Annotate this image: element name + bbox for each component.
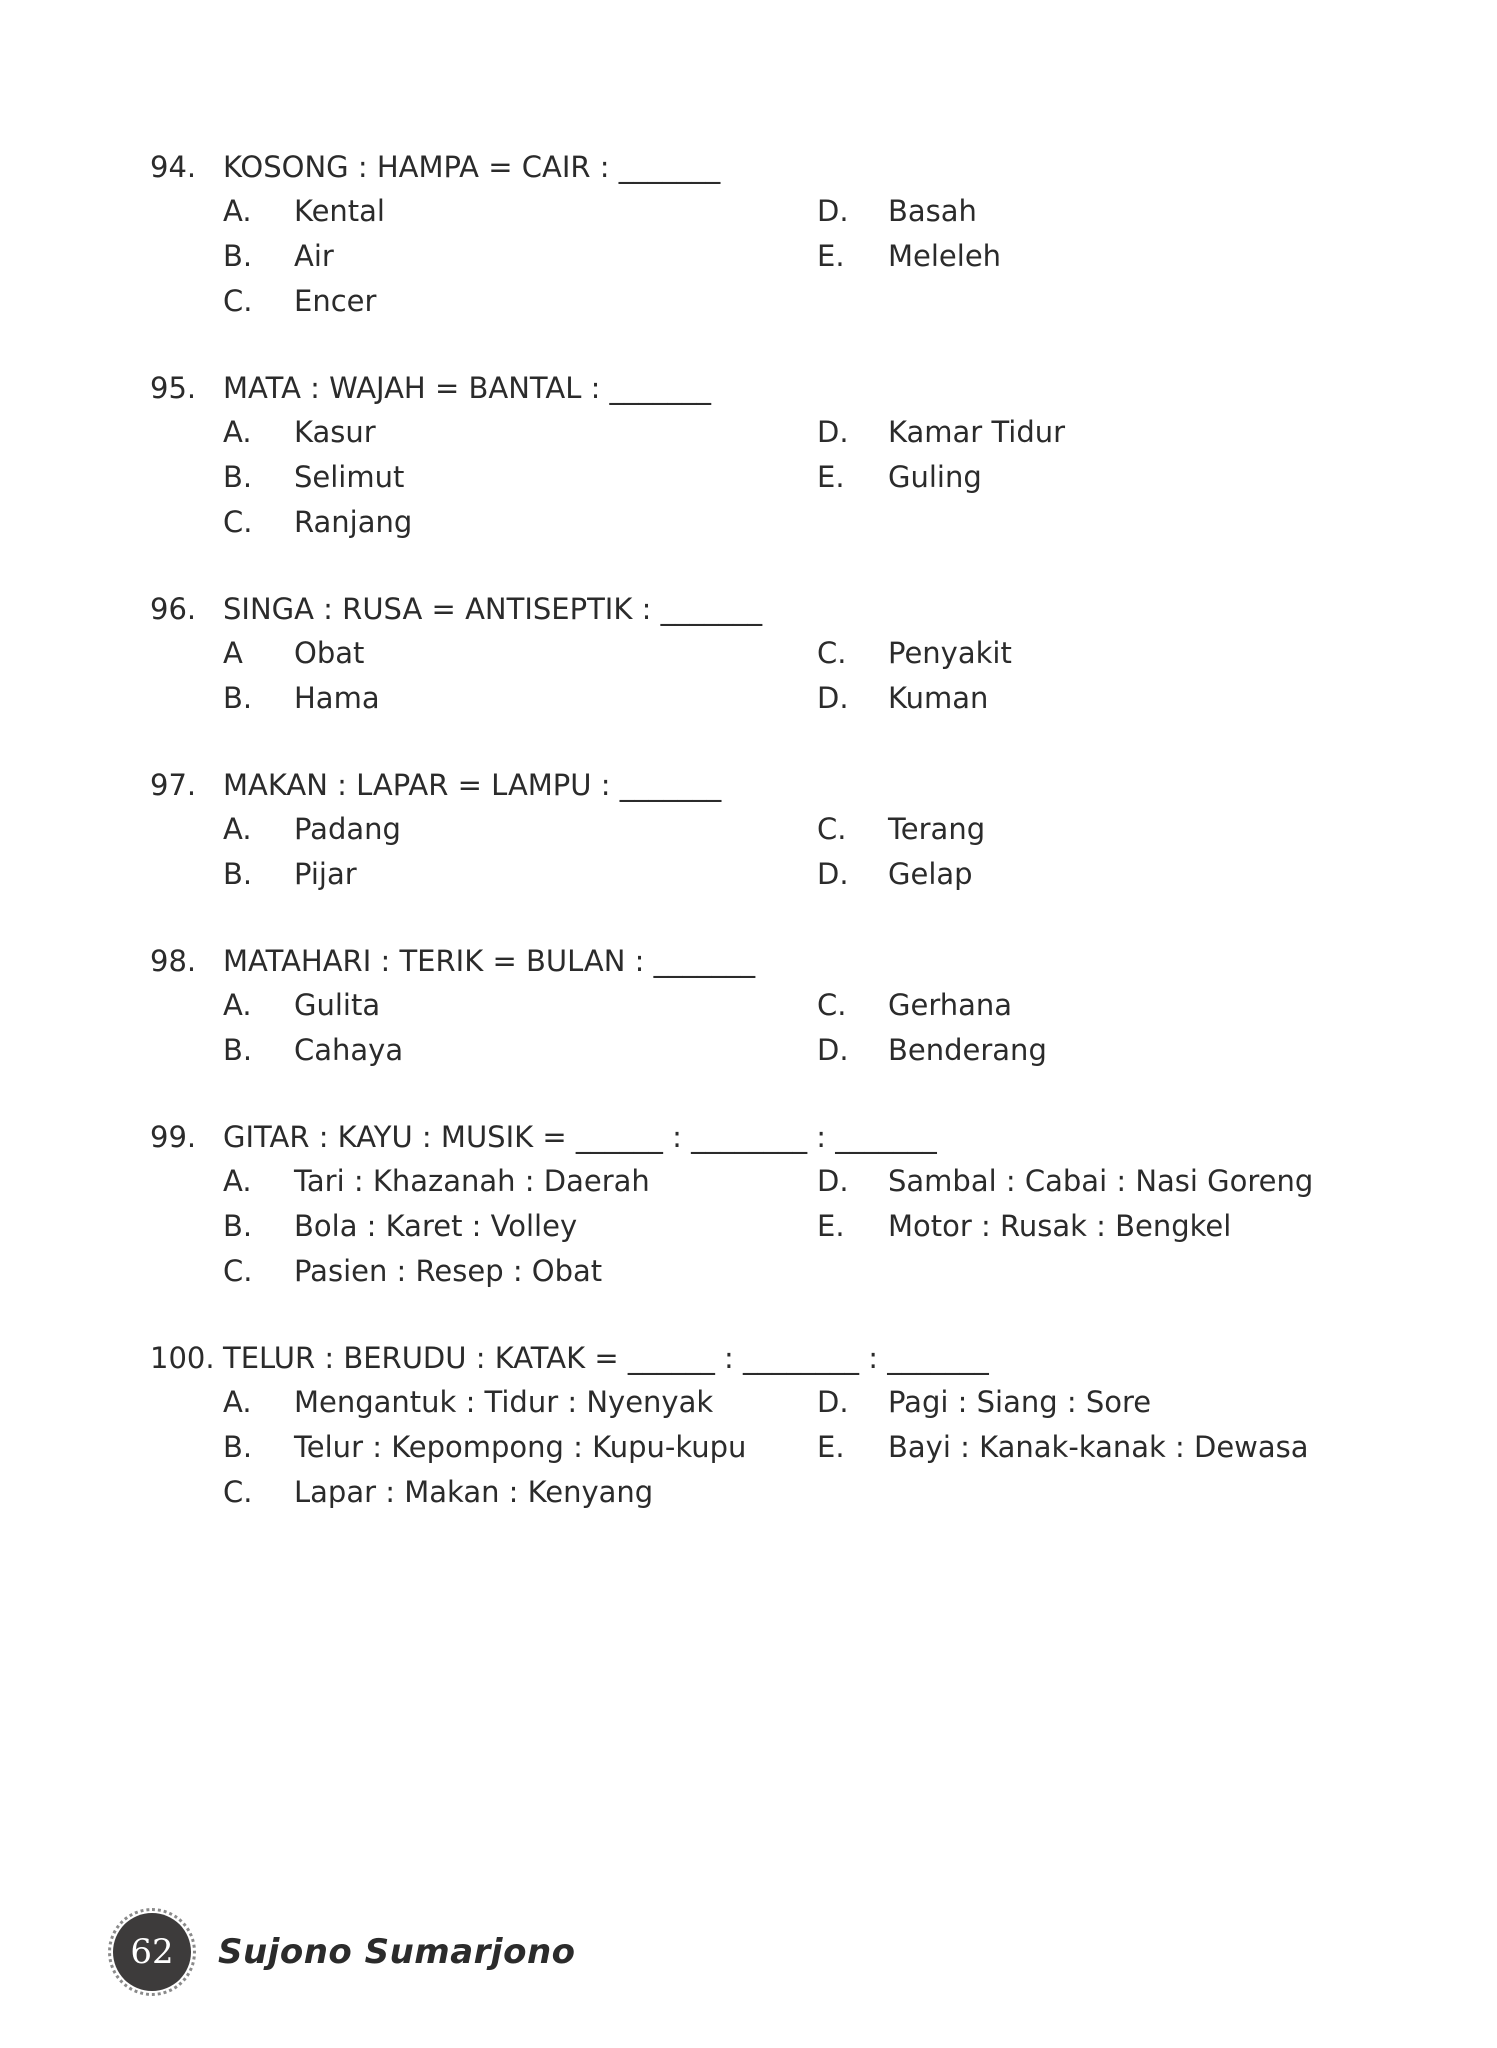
- option-text: Tari : Khazanah : Daerah: [294, 1164, 650, 1198]
- option-b[interactable]: [223, 455, 404, 499]
- option-d[interactable]: [817, 1028, 1047, 1072]
- option-text: Penyakit: [888, 636, 1012, 670]
- option-text: Meleleh: [888, 239, 1002, 273]
- option-text: Gelap: [888, 857, 973, 891]
- question-95: [150, 366, 1350, 539]
- option-e[interactable]: [817, 455, 982, 499]
- option-text: Gulita: [294, 988, 381, 1022]
- option-d[interactable]: [817, 1159, 1313, 1203]
- question-text: SINGA : RUSA = ANTISEPTIK : _______: [223, 592, 763, 626]
- option-a[interactable]: [223, 1380, 713, 1424]
- option-b[interactable]: [223, 1028, 403, 1072]
- option-letter: D.: [817, 681, 849, 715]
- option-letter: E.: [817, 460, 845, 494]
- option-c[interactable]: [817, 983, 1012, 1027]
- page-number: 62: [130, 1932, 174, 1972]
- question-number: 96.: [150, 592, 197, 626]
- option-d[interactable]: [817, 852, 973, 896]
- option-letter: A.: [223, 812, 252, 846]
- option-letter: B.: [223, 1209, 253, 1243]
- option-text: Mengantuk : Tidur : Nyenyak: [294, 1385, 714, 1419]
- option-text: Hama: [294, 681, 380, 715]
- option-letter: B.: [223, 460, 253, 494]
- option-d[interactable]: [817, 189, 977, 233]
- option-text: Kamar Tidur: [888, 415, 1066, 449]
- option-text: Kuman: [888, 681, 989, 715]
- author-name: Sujono Sumarjono: [218, 1932, 576, 1972]
- page-number-badge: [108, 1908, 196, 1996]
- option-a[interactable]: [223, 1159, 650, 1203]
- option-letter: D.: [817, 1164, 849, 1198]
- question-number: 99.: [150, 1120, 197, 1154]
- option-text: Selimut: [294, 460, 405, 494]
- question-number: 95.: [150, 371, 197, 405]
- option-text: Terang: [888, 812, 986, 846]
- option-letter: E.: [817, 1430, 845, 1464]
- option-a[interactable]: [223, 631, 364, 675]
- option-letter: C.: [817, 812, 847, 846]
- option-text: Air: [294, 239, 334, 273]
- option-letter: B.: [223, 681, 253, 715]
- option-text: Pasien : Resep : Obat: [294, 1254, 603, 1288]
- question-number: 97.: [150, 768, 197, 802]
- option-c[interactable]: [223, 1470, 653, 1514]
- option-letter: B.: [223, 1430, 253, 1464]
- question-97: [150, 763, 1350, 891]
- option-a[interactable]: [223, 410, 376, 454]
- option-letter: A.: [223, 988, 252, 1022]
- option-b[interactable]: [223, 234, 334, 278]
- option-a[interactable]: [223, 983, 380, 1027]
- option-letter: B.: [223, 857, 253, 891]
- option-c[interactable]: [223, 1249, 602, 1293]
- option-text: Basah: [888, 194, 977, 228]
- option-c[interactable]: [223, 279, 376, 323]
- page-footer: [108, 1908, 576, 1996]
- option-text: Pijar: [294, 857, 357, 891]
- option-text: Pagi : Siang : Sore: [888, 1385, 1152, 1419]
- option-letter: A.: [223, 415, 252, 449]
- question-100: [150, 1336, 1350, 1509]
- option-letter: B.: [223, 1033, 253, 1067]
- option-text: Bola : Karet : Volley: [294, 1209, 578, 1243]
- option-letter: A.: [223, 1164, 252, 1198]
- option-a[interactable]: [223, 189, 385, 233]
- option-e[interactable]: [817, 234, 1001, 278]
- question-text: GITAR : KAYU : MUSIK = ______ : ________ : _______: [223, 1120, 937, 1154]
- option-a[interactable]: [223, 807, 401, 851]
- option-letter: A.: [223, 194, 252, 228]
- question-text: MATAHARI : TERIK = BULAN : _______: [223, 944, 756, 978]
- option-text: Encer: [294, 284, 377, 318]
- option-text: Telur : Kepompong : Kupu-kupu: [294, 1430, 747, 1464]
- option-text: Padang: [294, 812, 401, 846]
- option-letter: B.: [223, 239, 253, 273]
- option-text: Obat: [294, 636, 365, 670]
- option-text: Guling: [888, 460, 982, 494]
- question-text: KOSONG : HAMPA = CAIR : _______: [223, 150, 721, 184]
- option-letter: D.: [817, 194, 849, 228]
- option-text: Motor : Rusak : Bengkel: [888, 1209, 1232, 1243]
- question-number: 94.: [150, 150, 197, 184]
- option-b[interactable]: [223, 1425, 746, 1469]
- option-letter: C.: [817, 636, 847, 670]
- option-d[interactable]: [817, 410, 1065, 454]
- option-letter: C.: [817, 988, 847, 1022]
- option-b[interactable]: [223, 676, 380, 720]
- option-letter: D.: [817, 1385, 849, 1419]
- option-e[interactable]: [817, 1204, 1231, 1248]
- question-94: [150, 145, 1350, 318]
- option-letter: E.: [817, 239, 845, 273]
- question-number: 98.: [150, 944, 197, 978]
- option-text: Gerhana: [888, 988, 1013, 1022]
- option-text: Kental: [294, 194, 385, 228]
- option-letter: D.: [817, 857, 849, 891]
- option-text: Benderang: [888, 1033, 1047, 1067]
- option-c[interactable]: [817, 631, 1012, 675]
- option-letter: C.: [223, 284, 253, 318]
- option-letter: D.: [817, 415, 849, 449]
- option-text: Sambal : Cabai : Nasi Goreng: [888, 1164, 1314, 1198]
- option-b[interactable]: [223, 852, 357, 896]
- option-text: Cahaya: [294, 1033, 404, 1067]
- option-text: Kasur: [294, 415, 376, 449]
- option-letter: C.: [223, 1475, 253, 1509]
- question-text: MATA : WAJAH = BANTAL : _______: [223, 371, 712, 405]
- option-letter: A.: [223, 1385, 252, 1419]
- option-text: Bayi : Kanak-kanak : Dewasa: [888, 1430, 1309, 1464]
- question-99: [150, 1115, 1350, 1288]
- question-96: [150, 587, 1350, 715]
- question-number: 100.: [150, 1341, 215, 1375]
- question-98: [150, 939, 1350, 1067]
- option-e[interactable]: [817, 1425, 1309, 1469]
- option-c[interactable]: [817, 807, 985, 851]
- option-letter: A: [223, 636, 243, 670]
- question-text: TELUR : BERUDU : KATAK = ______ : ________ : _______: [223, 1341, 989, 1375]
- option-c[interactable]: [223, 500, 412, 544]
- option-text: Ranjang: [294, 505, 413, 539]
- option-letter: E.: [817, 1209, 845, 1243]
- option-d[interactable]: [817, 1380, 1151, 1424]
- question-text: MAKAN : LAPAR = LAMPU : _______: [223, 768, 722, 802]
- option-letter: D.: [817, 1033, 849, 1067]
- option-b[interactable]: [223, 1204, 577, 1248]
- option-letter: C.: [223, 505, 253, 539]
- option-text: Lapar : Makan : Kenyang: [294, 1475, 654, 1509]
- option-letter: C.: [223, 1254, 253, 1288]
- option-d[interactable]: [817, 676, 988, 720]
